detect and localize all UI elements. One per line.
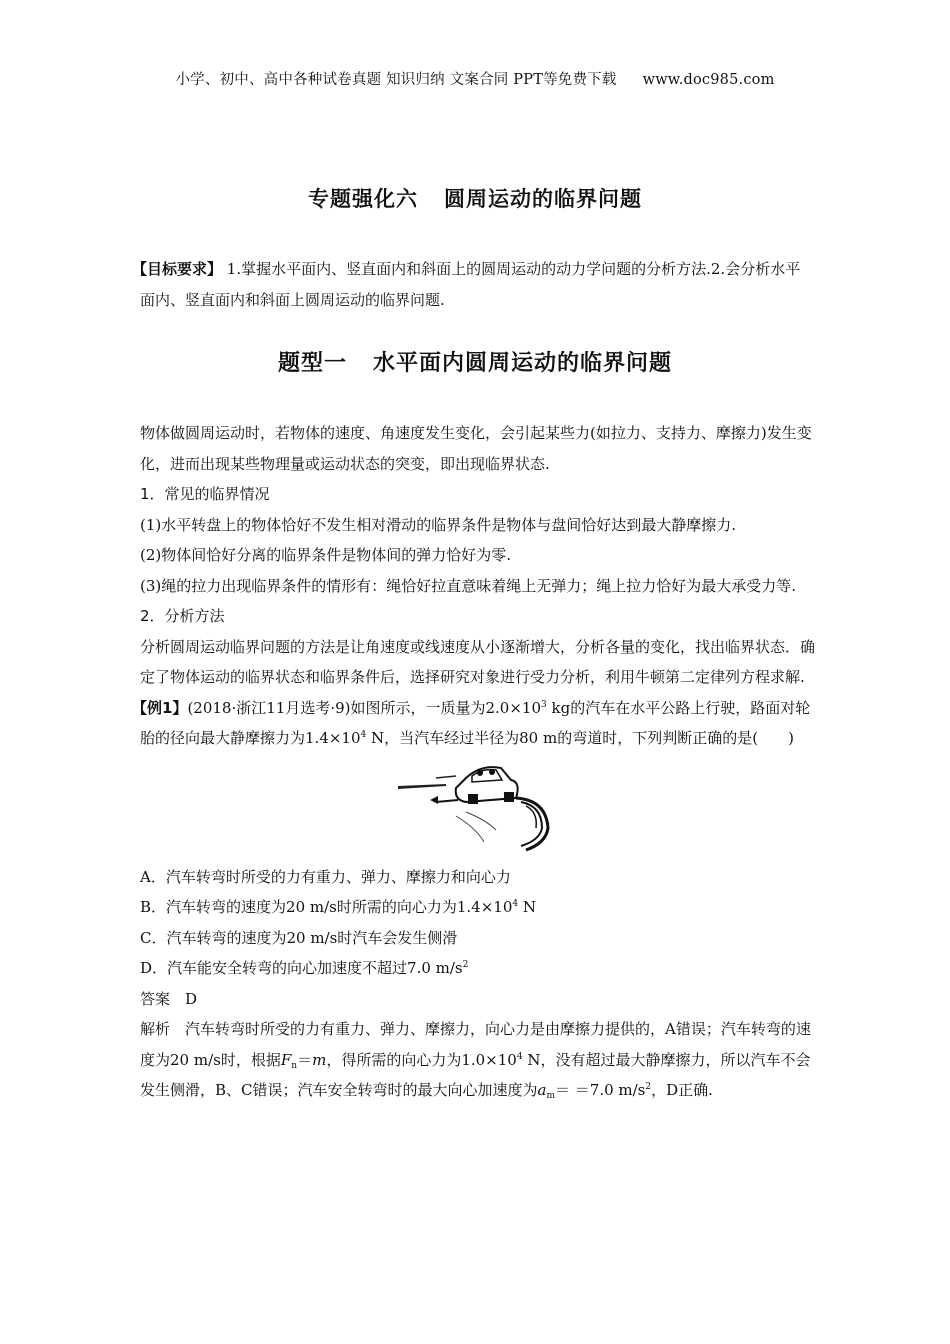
option-b-text: B．汽车转弯的速度为20 m/s时所需的向心力为1.4×10 <box>140 898 513 916</box>
section-part1: 题型一 <box>277 351 347 376</box>
case-2: (2)物体间恰好分离的临界条件是物体间的弹力恰好为零. <box>140 546 512 564</box>
option-d-exp: 2 <box>462 960 469 970</box>
option-a: A．汽车转弯时所受的力有重力、弹力、摩擦力和向心力 <box>140 867 511 886</box>
analysis-text-5: ＝ ＝7.0 m/s <box>555 1081 646 1099</box>
document-title <box>0 183 950 213</box>
analysis-paragraph <box>140 1014 815 1106</box>
analysis-sub-m: m <box>546 1091 556 1101</box>
title-part2: 圆周运动的临界问题 <box>444 187 642 211</box>
case-1: (1)水平转盘上的物体恰好不发生相对滑动的临界条件是物体与盘间恰好达到最大静摩擦力. <box>140 515 737 534</box>
section-heading <box>0 346 950 377</box>
header-text: 小学、初中、高中各种试卷真题 知识归纳 文案合同 PPT等免费下载 <box>175 72 617 88</box>
analysis-label: 解析 <box>140 1020 171 1038</box>
method-paragraph: 分析圆周运动临界问题的方法是让角速度或线速度从小逐渐增大，分析各量的变化，找出临界状态．确定了物体运动的临界状态和临界条件后，选择研究对象进行受力分析，利用牛顿第二定律列方程求解. <box>140 637 816 686</box>
header-site-link[interactable]: www.doc985.com <box>642 72 775 88</box>
analysis-symbol-a: a <box>537 1081 547 1099</box>
option-d-text: D．汽车能安全转弯的向心加速度不超过7.0 m/s <box>140 959 463 977</box>
goal-text: 1.掌握水平面内、竖直面内和斜面上的圆周运动的动力学问题的分析方法.2.会分析水平面内、竖直面内和斜面上圆周运动的临界问题. <box>140 260 801 309</box>
title-part1: 专题强化六 <box>308 187 418 211</box>
answer-label: 答案 <box>140 989 171 1008</box>
analysis-sub-n: n <box>291 1060 298 1071</box>
example-1 <box>132 693 815 754</box>
case-3: (3)绳的拉力出现临界条件的情形有：绳恰好拉直意味着绳上无弹力；绳上拉力恰好为最大承受力等. <box>140 576 797 595</box>
goal-label: 【目标要求】 <box>132 260 223 278</box>
analysis-symbol-m: m <box>312 1050 327 1069</box>
analysis-text-1: 汽车转弯时所受的力有重力、弹力、摩擦力，向心力是由摩擦力提供的，A错误；汽车转弯的速度为20 m/s时，根据 <box>140 1020 811 1069</box>
option-b <box>140 892 815 923</box>
option-b-unit: N <box>518 898 537 916</box>
analysis-text-4: N，没有超过最大静摩擦力，所以汽车不会发生侧滑，B、C错误；汽车安全转弯时的最大向心加速度为 <box>140 1050 811 1099</box>
analysis-exp-2: 2 <box>645 1082 652 1092</box>
analysis-exp-1: 4 <box>516 1051 523 1062</box>
option-b-exp: 4 <box>512 899 519 909</box>
car-illustration <box>396 758 556 858</box>
page-header <box>0 68 950 89</box>
goal-requirements <box>132 254 815 316</box>
example-text-2: kg的汽车在水平公路上行驶，路面对轮胎的径向最大静摩擦力为1.4×10 <box>140 698 811 747</box>
section-part2: 水平面内圆周运动的临界问题 <box>373 351 673 376</box>
analysis-text-2: ＝ <box>297 1050 313 1069</box>
answer-value: D <box>185 989 198 1008</box>
example-text-3: N，当汽车经过半径为80 m的弯道时，下列判断正确的是( ) <box>366 729 794 747</box>
analysis-text-3: ，得所需的向心力为1.0×10 <box>326 1050 517 1069</box>
example-exp-2: 4 <box>360 730 367 740</box>
subheading-2: 2．分析方法 <box>140 607 225 625</box>
answer-line <box>140 984 815 1015</box>
example-label: 【例1】 <box>132 698 188 717</box>
main-content <box>132 418 816 1106</box>
analysis-text-6: ，D正确. <box>651 1081 713 1099</box>
car-turning-figure <box>140 754 815 862</box>
subheading-1: 1．常见的临界情况 <box>140 485 270 503</box>
option-d <box>140 953 815 984</box>
intro-paragraph: 物体做圆周运动时，若物体的速度、角速度发生变化，会引起某些力(如拉力、支持力、摩擦力)发生变化，进而出现某些物理量或运动状态的突变，即出现临界状态. <box>140 424 812 473</box>
option-c: C．汽车转弯的速度为20 m/s时汽车会发生侧滑 <box>140 928 458 947</box>
example-text-1: (2018·浙江11月选考·9)如图所示，一质量为2.0×10 <box>187 698 541 717</box>
example-exp-1: 3 <box>541 699 547 710</box>
analysis-symbol-f: F <box>280 1050 292 1069</box>
